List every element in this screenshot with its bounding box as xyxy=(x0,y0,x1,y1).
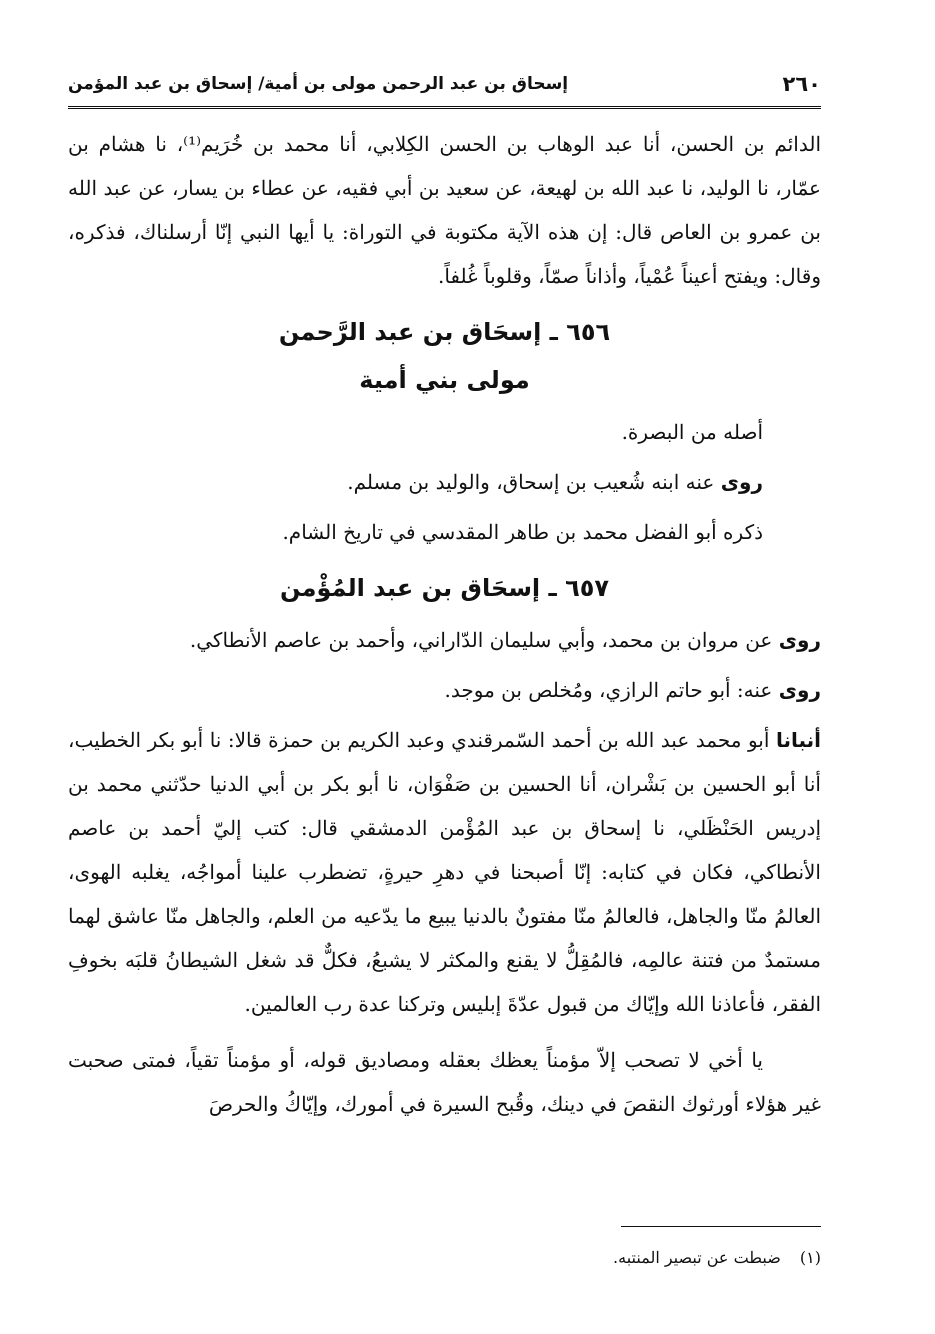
entry-657-narrators-text: عنه: أبو حاتم الرازي، ومُخلص بن موجد. xyxy=(444,678,773,702)
entry-657-advice: يا أخي لا تصحب إلاّ مؤمناً يعظك بعقله ومصاديق قوله، أو مؤمناً تقياً، فمتى صحبت غير هؤلاء أورثوك النقصَ في دينك، وقُبح السيرة في أمورك، وإيّاكُ والحرصَ xyxy=(68,1048,821,1116)
entry-657-narrators xyxy=(68,668,821,712)
entry-656-mention: ذكره أبو الفضل محمد بن طاهر المقدسي في تاريخ الشام. xyxy=(282,520,763,544)
footnote xyxy=(613,1244,821,1272)
footnote-divider xyxy=(621,1226,821,1227)
running-title: إسحاق بن عبد الرحمن مولى بن أمية/ إسحاق بن عبد المؤمن xyxy=(68,74,569,94)
entry-656-title: ٦٥٦ ـ إسحَاق بن عبد الرَّحمن xyxy=(278,318,611,346)
entry-656-subtitle: مولى بني أمية xyxy=(359,366,530,394)
entry-657-narrated-from-text: عن مروان بن محمد، وأبي سليمان الدّاراني، وأحمد بن عاصم الأنطاكي. xyxy=(189,628,773,652)
entry-656-origin: أصله من البصرة. xyxy=(621,420,763,444)
footnote-text: ضبطت عن تبصير المنتبه. xyxy=(613,1248,781,1267)
report-keyword: أنبانا xyxy=(775,728,821,752)
opening-paragraph: الدائم بن الحسن، أنا عبد الوهاب بن الحسن الكِلابي، أنا محمد بن خُرَيم⁽¹⁾، نا هشام بن عمّار، نا الوليد، نا عبد الله بن لهيعة، عن سعيد بن أبي فقيه، عن عطاء بن يسار، عن عبد الله بن عمرو بن العاص قال: إن هذه الآية مكتوبة في التوراة: يا أيها النبي إنّا أرسلناك، فذكره، وقال: ويفتح أعيناً عُمْياً، وأذاناً صمّاً، وقلوباً غُلفاً. xyxy=(68,132,821,288)
footnote-marker: (١) xyxy=(799,1248,821,1267)
page-number: ٢٦٠ xyxy=(782,72,821,96)
running-header xyxy=(68,64,821,104)
entry-657-report-text: أبو محمد عبد الله بن أحمد السّمرقندي وعبد الكريم بن حمزة قالا: نا أبو بكر الخطيب، أنا أبو الحسين بن بَشْران، أنا الحسين بن صَفْوَان، نا أبو بكر بن أبي الدنيا حدّثني محمد بن إدريس الحَنْظَلي، نا إسحاق بن عبد المُؤْمن الدمشقي قال: كتب إليّ أحمد بن عاصم الأنطاكي، فكان في كتابه: إنّا أصبحنا في دهرِ حيرةٍ، تضطرب علينا أمواجُه، يغلبه الهوى، العالمُ منّا والجاهل، فالعالمُ منّا مفتونٌ بالدنيا يبيع ما يدّعيه من العلم، والجاهل منّا عاشق لهما مستمدٌ من فتنة عالمِه، فالمُقِلُّ لا يقنع والمكثر لا يشبعُ، فكلٌّ قد شغل الشيطانُ قلبَه بخوفِ الفقر، فأعاذنا الله وإيّاك من قبول عدّةَ إبليس وتركنا عدة رب العالمين. xyxy=(68,728,821,1016)
entry-657-narrated-from xyxy=(68,618,821,662)
paragraph-spacer xyxy=(68,1026,821,1038)
entry-657-title: ٦٥٧ ـ إسحَاق بن عبد المُؤْمن xyxy=(279,574,610,602)
entry-657-report xyxy=(68,718,821,1026)
entry-656-narrators-text: عنه ابنه شُعيب بن إسحاق، والوليد بن مسلم. xyxy=(347,470,715,494)
narrated-from-keyword: روى xyxy=(778,628,821,652)
header-divider xyxy=(68,106,821,109)
main-text xyxy=(68,122,821,1126)
narrators-keyword: روى xyxy=(720,470,763,494)
entry-656-narrators xyxy=(68,460,821,504)
narrators-keyword: روى xyxy=(778,678,821,702)
